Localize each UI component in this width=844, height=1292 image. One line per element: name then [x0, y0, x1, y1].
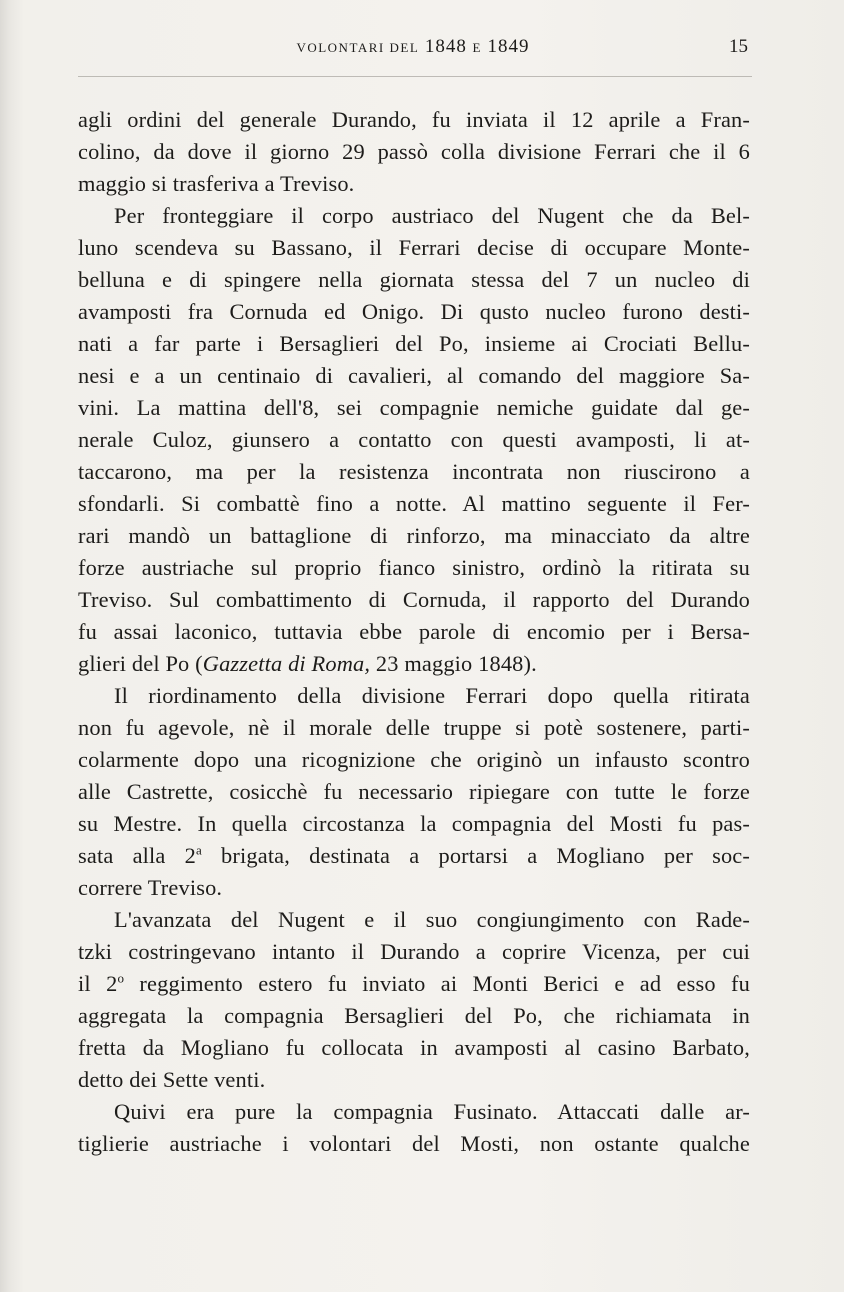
running-title-year-1849: 1849: [487, 36, 530, 57]
text-line: colino, da dove il giorno 29 passò colla divisione Ferrari che il 6: [78, 139, 750, 164]
text-line-citation: [78, 648, 750, 680]
text-line: fu assai laconico, tuttavia ebbe parole di encomio per i Bersa-: [78, 619, 750, 644]
text-line: taccarono, ma per la resistenza incontrata non riuscirono a: [78, 459, 750, 484]
text-line: belluna e di spingere nella giornata stessa del 7 un nucleo di: [78, 267, 750, 292]
text-line: maggio si trasferiva a Treviso.: [78, 171, 355, 196]
reggimento-suffix: reggimento estero fu inviato ai Monti Berici e ad esso fu: [124, 971, 751, 996]
text-line: Il riordinamento della divisione Ferrari dopo quella ritirata: [114, 683, 750, 708]
text-line: Quivi era pure la compagnia Fusinato. Attaccati dalle ar-: [114, 1099, 750, 1124]
header-rule: [78, 76, 752, 77]
text-line-brigata: [78, 840, 750, 872]
text-line-reggimento: [78, 968, 750, 1000]
text-line: tiglierie austriache i volontari del Mosti, non ostante qualche: [78, 1131, 750, 1156]
text-line: nerale Culoz, giunsero a contatto con questi avamposti, li at-: [78, 427, 750, 452]
citation-prefix: glieri del Po (: [78, 651, 203, 676]
text-line: colarmente dopo una ricognizione che originò un infausto scontro: [78, 747, 750, 772]
text-line: non fu agevole, nè il morale delle truppe si potè sostenere, parti-: [78, 715, 750, 740]
text-line: forze austriache sul proprio fianco sinistro, ordinò la ritirata su: [78, 555, 750, 580]
running-header: [78, 36, 748, 66]
running-title-conjunction: E: [472, 40, 482, 55]
running-title-year-1848: 1848: [424, 36, 467, 57]
text-line: vini. La mattina dell'8, sei compagnie nemiche guidate dal ge-: [78, 395, 750, 420]
body-text: [78, 104, 750, 1160]
text-line: tzki costringevano intanto il Durando a coprire Vicenza, per cui: [78, 939, 750, 964]
text-line: nati a far parte i Bersaglieri del Po, insieme ai Crociati Bellu-: [78, 331, 750, 356]
brigata-prefix: sata alla 2: [78, 843, 196, 868]
brigata-ordinal: a: [195, 842, 202, 858]
running-title: [78, 36, 748, 58]
text-line: rari mandò un battaglione di rinforzo, ma minacciato da altre: [78, 523, 750, 548]
citation-suffix: 23 maggio 1848).: [370, 651, 537, 676]
text-line: luno scendeva su Bassano, il Ferrari decise di occupare Monte-: [78, 235, 750, 260]
text-line: correre Treviso.: [78, 875, 223, 900]
text-line: agli ordini del generale Durando, fu inviata il 12 aprile a Fran-: [78, 107, 750, 132]
text-line: su Mestre. In quella circostanza la compagnia del Mosti fu pas-: [78, 811, 750, 836]
text-line: avamposti fra Cornuda ed Onigo. Di qusto nucleo furono desti-: [78, 299, 750, 324]
text-line: alle Castrette, cosicchè fu necessario ripiegare con tutte le forze: [78, 779, 750, 804]
text-line: fretta da Mogliano fu collocata in avamposti al casino Barbato,: [78, 1035, 750, 1060]
citation-source: Gazzetta di Roma,: [202, 651, 371, 676]
reggimento-prefix: il 2: [78, 971, 118, 996]
running-title-text: VOLONTARI DEL: [296, 40, 420, 55]
text-line: Treviso. Sul combattimento di Cornuda, il rapporto del Durando: [78, 587, 750, 612]
reggimento-ordinal: o: [117, 970, 125, 986]
text-line: Per fronteggiare il corpo austriaco del Nugent che da Bel-: [114, 203, 750, 228]
text-line: L'avanzata del Nugent e il suo congiungimento con Rade-: [114, 907, 750, 932]
text-line: nesi e a un centinaio di cavalieri, al comando del maggiore Sa-: [78, 363, 750, 388]
text-line: sfondarli. Si combattè fino a notte. Al mattino seguente il Fer-: [78, 491, 750, 516]
text-line: aggregata la compagnia Bersaglieri del Po, che richiamata in: [78, 1003, 750, 1028]
text-line: detto dei Sette venti.: [78, 1067, 266, 1092]
brigata-suffix: brigata, destinata a portarsi a Mogliano per soc-: [201, 843, 751, 868]
page-number: 15: [729, 36, 748, 57]
